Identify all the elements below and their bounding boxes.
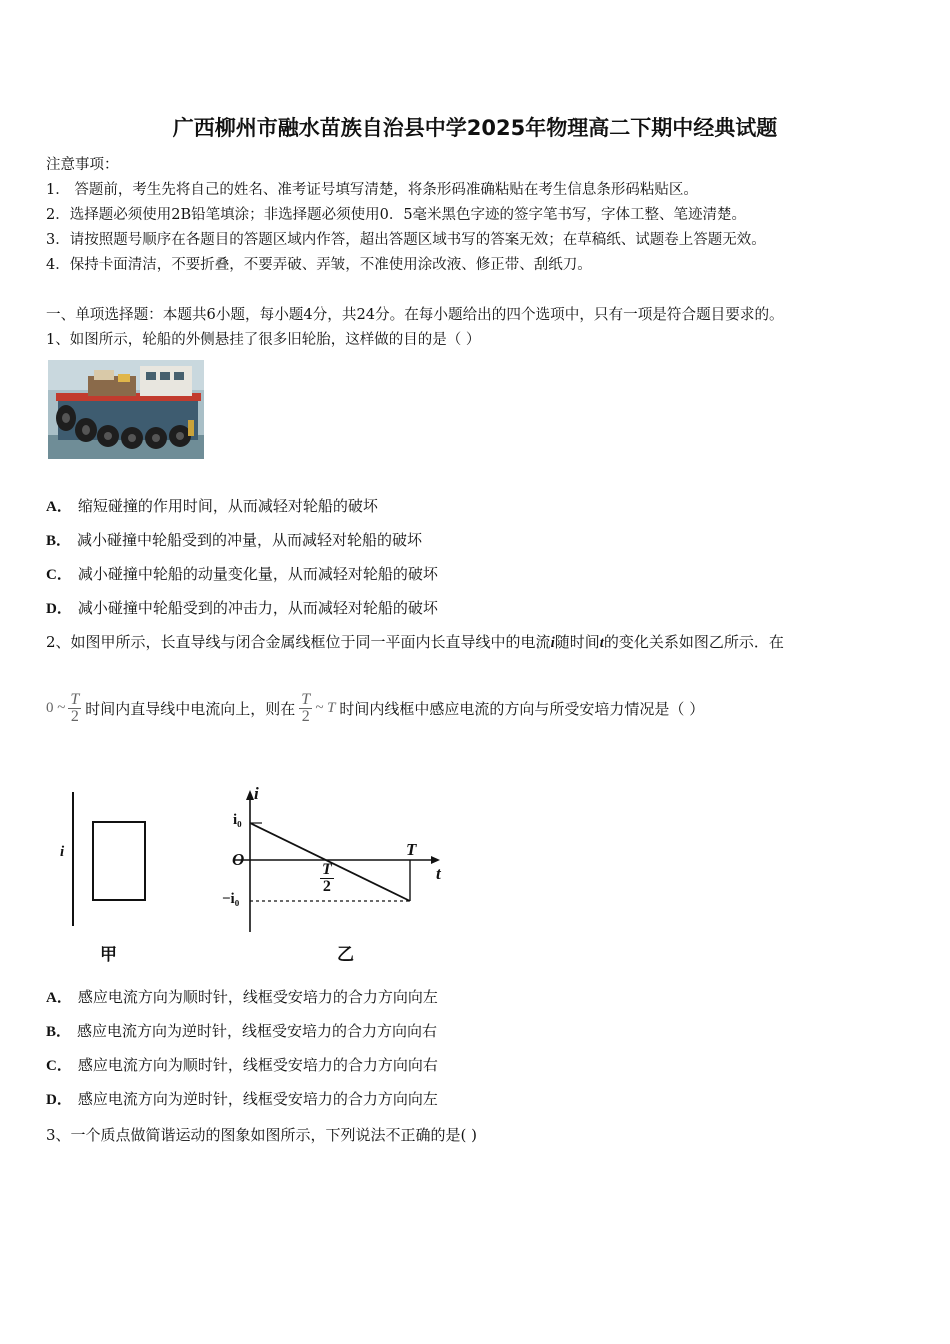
notice-item-4: 4．保持卡面清洁，不要折叠，不要弄破、弄皱，不准使用涂改液、修正带、刮纸刀。 bbox=[46, 257, 592, 273]
wire-loop bbox=[93, 822, 145, 900]
t-axis-label: t bbox=[436, 864, 441, 883]
q1-option-d: D． 减小碰撞中轮船受到的冲击力，从而减轻对轮船的破坏 bbox=[46, 599, 438, 617]
question-2-stem: 2、如图甲所示，长直导线与闭合金属线框位于同一平面内长直导线中的电流i随时间t的变化关系如图乙所示．在 bbox=[46, 633, 784, 651]
t-period-label: T bbox=[406, 840, 417, 859]
q2-option-d: D． 感应电流方向为逆时针，线框受安培力的合力方向向左 bbox=[46, 1090, 438, 1108]
t-axis-arrow bbox=[431, 856, 440, 864]
figure-jia-label: 甲 bbox=[100, 945, 117, 965]
i-axis-label: i bbox=[254, 784, 259, 803]
math-zero-tilde: 0 ~ bbox=[46, 700, 66, 716]
page-title: 广西柳州市融水苗族自治县中学2025年物理高二下期中经典试题 bbox=[172, 116, 778, 140]
origin-label: O bbox=[232, 850, 245, 869]
math-tilde-t: ~ T bbox=[315, 700, 336, 716]
question-3-stem: 3、一个质点做简谐运动的图象如图所示，下列说法不正确的是( ) bbox=[46, 1126, 478, 1144]
wire-current-label: i bbox=[60, 844, 65, 860]
q1-option-c: C． 减小碰撞中轮船的动量变化量，从而减轻对轮船的破坏 bbox=[46, 565, 438, 583]
neg-i0-label: −i₀ bbox=[222, 891, 240, 907]
question-1-stem: 1、如图所示，轮船的外侧悬挂了很多旧轮胎，这样做的目的是（ ） bbox=[46, 332, 481, 348]
question-2-line-2: 0 ~ $\frac{T}{2}$ 时间内直导线中电流向上，则在 $\frac{T}{2}$ ~ T 时间内线框中感应电流的方向与所受安培力情况是（ ） bbox=[46, 691, 705, 725]
q2-option-b: B． 感应电流方向为逆时针，线框受安培力的合力方向向右 bbox=[46, 1022, 438, 1040]
q2-option-a: A． 感应电流方向为顺时针，线框受安培力的合力方向向左 bbox=[46, 988, 438, 1006]
ship-tires-photo bbox=[48, 360, 204, 459]
i-axis-arrow bbox=[246, 790, 254, 800]
notice-item-3: 3．请按照题号顺序在各题目的答题区域内作答，超出答题区域书写的答案无效；在草稿纸、试题卷上答题无效。 bbox=[46, 232, 766, 248]
half-t-label: $\frac{T}{2}$ bbox=[322, 861, 332, 895]
i0-label: i₀ bbox=[233, 812, 242, 828]
question-2-figure bbox=[40, 780, 480, 970]
notice-item-2: 2．选择题必须使用2B铅笔填涂；非选择题必须使用0．5毫米黑色字迹的签字笔书写，字体工整、笔迹清楚。 bbox=[46, 207, 747, 223]
fraction-t-over-2: $\frac{T}{2}$ bbox=[70, 691, 80, 725]
figure-yi-label: 乙 bbox=[337, 945, 354, 965]
notice-item-1: 1． 答题前，考生先将自己的姓名、准考证号填写清楚，将条形码准确粘贴在考生信息条形码粘贴区。 bbox=[46, 182, 698, 198]
q1-option-a: A． 缩短碰撞的作用时间，从而减轻对轮船的破坏 bbox=[46, 497, 378, 515]
q1-option-b: B． 减小碰撞中轮船受到的冲量，从而减轻对轮船的破坏 bbox=[46, 531, 423, 549]
fraction-t-over-2-second: $\frac{T}{2}$ bbox=[301, 691, 311, 725]
q2-option-c: C． 感应电流方向为顺时针，线框受安培力的合力方向向右 bbox=[46, 1056, 438, 1074]
section-heading: 一、单项选择题：本题共6小题，每小题4分，共24分。在每小题给出的四个选项中，只有一项是符合题目要求的。 bbox=[46, 306, 784, 323]
notice-heading: 注意事项： bbox=[46, 157, 119, 173]
